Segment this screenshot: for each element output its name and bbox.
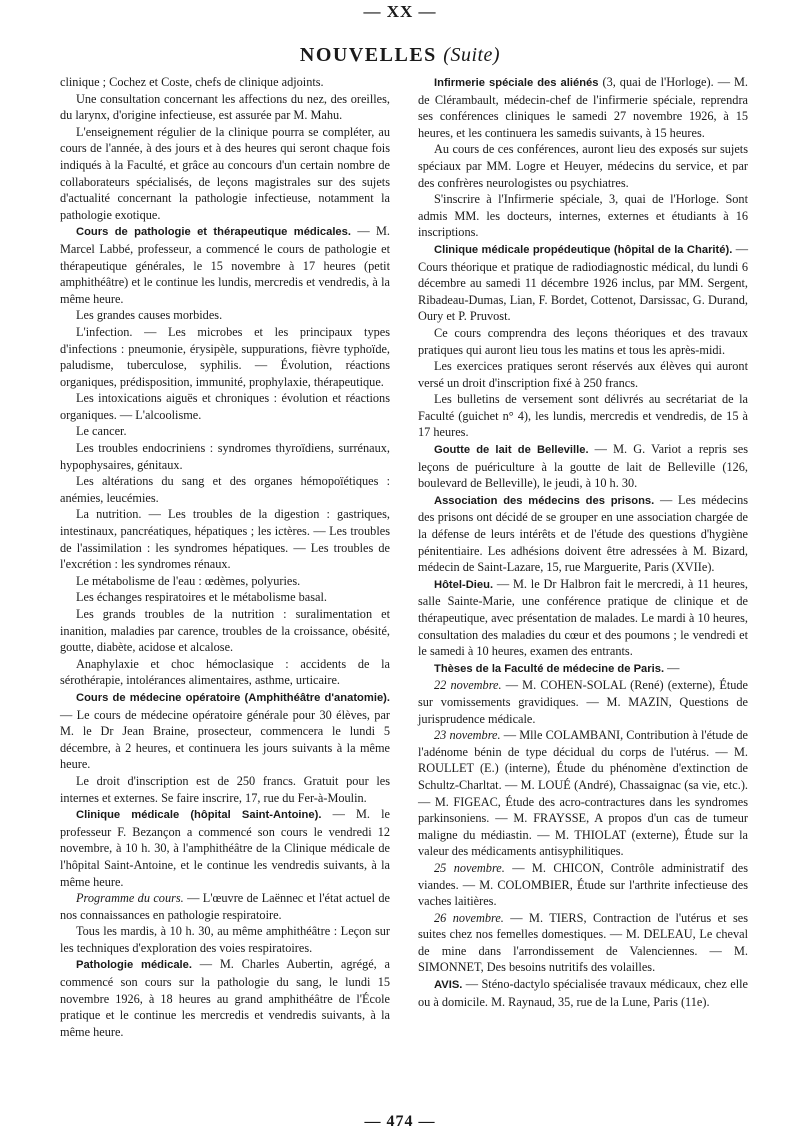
paragraph [60,923,390,956]
paragraph [60,956,390,1040]
paragraph-text: Anaphylaxie et choc hémoclasique : accidents de la sérothérapie, intolérances alimentaires, asthme, urticaire. [60,656,390,688]
paragraph [418,492,748,576]
paragraph [418,976,748,1010]
section-heading: Cours de pathologie et thérapeutique médicales. [76,226,351,239]
paragraph-text: Au cours de ces conférences, auront lieu des exposés sur sujets spéciaux par MM. Logre et Heuyer, médecins du service, et par des confrères neurologistes ou psychiatres. [418,142,748,190]
date-label: 22 novembre. [434,678,502,693]
paragraph-text: — Les médecins des prisons ont décidé de se grouper en une association chargée de la défense de leurs intérêts et de l'étude des questions d'hygiène pénitentiaire. Les adhésions doivent être adressées à M. Bizard, médecin de Saint-Lazare, 15, rue Marguerite, Paris (XVIIe). [418,492,748,575]
paragraph-text: L'enseignement régulier de la clinique pourra se compléter, au cours de l'année, à des jours et à des heures qui seront chaque fois indiqués à la Faculté, et grâce au concours d'un certain nombre de collaborateurs spécialisés, de leçons magistrales sur des sujets d'actualité concernant la pathologie infectieuse, notamment la pathologie exotique. [60,124,390,222]
paragraph-text: Les troubles endocriniens : syndromes thyroïdiens, surrénaux, hypophysaires, génitaux. [60,441,390,472]
paragraph-text: L'infection. — Les microbes et les principaux types d'infections : pneumonie, érysipèle, suppurations, fièvre typhoïde, paludisme, tuberculose, syphilis. — Évolution, réactions organiques, prédisposition, immunité, prophylaxie, thérapeutique. [60,324,390,389]
section-heading: Thèses de la Faculté de médecine de Paris. [434,662,665,675]
paragraph [418,391,748,441]
paragraph-text: — [664,660,680,675]
paragraph [418,727,748,860]
section-heading: AVIS. [434,979,463,992]
section-heading: Hôtel-Dieu. [434,578,494,591]
paragraph-text: Les grands troubles de la nutrition : suralimentation et inanition, maladies par carence, troubles de la croissance, obésité, goutte, diabète, acidose et alcalose. [60,607,390,655]
paragraph-text: — M. G. Variot a repris ses leçons de puériculture à la goutte de lait de Belleville (126, boulevard de Belleville), le jeudi, à 10 h. 30. [418,442,748,491]
paragraph-text: Le métabolisme de l'eau : œdèmes, polyuries. [76,573,301,588]
paragraph [418,74,748,141]
paragraph [418,191,748,241]
date-label: Programme du cours. [76,891,184,906]
paragraph-text: (3, quai de l'Horloge). — M. de Clérambault, médecin-chef de l'infirmerie spéciale, reprendra ses conférences cliniques le samedi 27 novembre 1926, à 15 heures, et les continuera les samedis suivants, à 15 heures. [418,75,748,140]
paragraph-text: Tous les mardis, à 10 h. 30, au même amphithéâtre : Leçon sur les techniques d'exploration des voies respiratoires. [60,924,390,955]
paragraph-text: Le droit d'inscription est de 250 francs. Gratuit pour les internes et externes. Se faire inscrire, 17, rue du Fer-à-Moulin. [60,773,390,805]
paragraph [60,689,390,773]
section-heading: Cours de médecine opératoire (Amphithéâtre d'anatomie). [76,691,390,704]
paragraph-text: S'inscrire à l'Infirmerie spéciale, 3, quai de l'Horloge. Sont admis MM. les docteurs, internes, externes et étudiants à 16 inscriptions. [418,192,748,240]
paragraph [418,677,748,727]
paragraph [60,473,390,506]
paragraph-text: Le cancer. [76,424,127,439]
paragraph-text: — M. Marcel Labbé, professeur, a commencé le cours de pathologie et thérapeutique générales, le 15 novembre à 17 heures (petit amphithéâtre) et le continue les lundis, mercredis et vendredis, à la même heure. [60,224,390,306]
date-label: 26 novembre. [434,910,504,925]
paragraph [418,325,748,358]
paragraph [418,241,748,325]
paragraph-text: Les intoxications aiguës et chroniques : évolution et réactions organiques. — L'alcoolisme. [60,391,390,422]
section-heading: Goutte de lait de Belleville. [434,444,589,457]
paragraph-text: — Cours théorique et pratique de radiodiagnostic médical, du lundi 6 décembre au samedi 11 décembre 1926 inclus, par MM. Sergent, Ribadeau-Dumas, Lian, F. Bordet, Cottenot, Darsissac, G. Durand, Oury et P. Pruvost. [418,241,749,324]
paragraph [60,440,390,473]
paragraph-text: — M. le professeur F. Bezançon a commencé son cours le vendredi 12 novembre, à 10 h. 30, à l'amphithéâtre de la Clinique médicale de l'hôpital Saint-Antoine, et le continue les vendredis suivants, à la même heure. [60,807,390,889]
section-heading: Pathologie médicale. [76,959,192,972]
paragraph [60,890,390,923]
paragraph-text: clinique ; Cochez et Coste, chefs de clinique adjoints. [60,75,324,89]
paragraph-text: Une consultation concernant les affections du nez, des oreilles, du larynx, d'origine infectieuse, est assurée par M. Mahu. [60,91,390,123]
paragraph-text: Les grandes causes morbides. [76,308,223,323]
paragraph [60,91,390,124]
paragraph [60,423,390,440]
section-heading: Infirmerie spéciale des aliénés [434,77,599,89]
paragraph-text: Les bulletins de versement sont délivrés au secrétariat de la Faculté (guichet n° 4), les lundis, mercredis et vendredis, de 15 à 17 heures. [418,392,748,440]
paragraph [60,390,390,423]
section-heading: Clinique médicale (hôpital Saint-Antoine). [76,809,322,822]
paragraph [60,307,390,324]
paragraph-text: — L'œuvre de Laënnec et l'état actuel de nos connaissances en pathologie respiratoire. [60,891,390,922]
paragraph-text: — M. Charles Aubertin, agrégé, a commencé son cours sur la pathologie du sang, le lundi 15 novembre 1926, à 18 heures au grand amphithéâtre de l'École pratique et le continue les mercredis et vendredis suivants, à la même heure. [60,957,390,1039]
title-main: NOUVELLES [299,44,437,66]
paragraph-text: Les exercices pratiques seront réservés aux élèves qui auront versé un droit d'inscription fixé à 250 francs. [418,359,748,390]
paragraph [60,773,390,806]
paragraph [60,589,390,606]
paragraph [418,660,748,678]
paragraph [60,74,390,91]
paragraph [418,358,748,391]
title-suffix: (Suite) [443,44,501,66]
paragraph [418,860,748,910]
date-label: 23 novembre. [434,728,501,743]
paragraph [60,656,390,689]
paragraph [60,806,390,890]
paragraph-text: Ce cours comprendra des leçons théoriques et des travaux pratiques qui auront lieu tous les matins et tous les après-midi. [418,325,748,357]
paragraph [60,606,390,656]
paragraph-text: — Mlle COLAMBANI, Contribution à l'étude de l'adénome bénin de type décidual du corps de l'utérus. — M. ROULLET (E.) (interne), Étude du phénomène d'extinction de Schultz-Charltat. — M. LOUÉ (André), Chassaignac (sa vie, etc.). — M. FIGEAC, Étude des acro-contractures dans les syndromes parkinsoniens. — M. FRAYSSE, A propos d'un cas de tumeur maligne du médiastin. — M. THIOLAT (externe), Étude sur la valeur des médicaments antisyphilitiques. [418,728,748,859]
paragraph [418,910,748,976]
paragraph [60,124,390,224]
paragraph [60,506,390,572]
section-heading: Association des médecins des prisons. [434,494,655,507]
section-heading: Clinique médicale propédeutique (hôpital de la Charité). [434,243,733,256]
right-column [418,74,748,1010]
paragraph [60,324,390,390]
paragraph-text: — M. CHICON, Contrôle administratif des viandes. — M. COLOMBIER, Étude sur l'arthrite infectieuse des vaches laitières. [418,860,748,909]
paragraph-text: Les altérations du sang et des organes hémopoïétiques : anémies, leucémies. [60,474,390,505]
page-number-roman: — XX — [363,2,437,21]
paragraph-text: — M. TIERS, Contraction de l'utérus et ses suites chez nos femelles domestiques. — M. DELEAU, Le cheval de mine dans l'arrondissement de Valenciennes. — M. SIMONNET, Des besoins nutritifs des volailles. [418,910,748,975]
paragraph-text: — Sténo-dactylo spécialisée travaux médicaux, chez elle ou à domicile. M. Raynaud, 35, rue de la Lune, Paris (11e). [418,977,748,1009]
paragraph [418,576,748,660]
paragraph [418,141,748,191]
paragraph-text: — Le cours de médecine opératoire générale pour 30 élèves, par M. le Dr Jean Braine, prosecteur, commencera le lundi 5 décembre, à 2 heures, et continuera les jours suivants à la même heure. [60,707,390,772]
paragraph-text: — M. COHEN-SOLAL (René) (externe), Étude sur vomissements gravidiques. — M. MAZIN, Questions de jurisprudence médicale. [418,678,748,726]
page-number: — 474 — [364,1113,436,1130]
paragraph [418,441,748,492]
paragraph-text: Les échanges respiratoires et le métabolisme basal. [76,590,327,605]
paragraph-text: — M. le Dr Halbron fait le mercredi, à 11 heures, salle Sainte-Marie, une conférence pratique de clinique et de thérapeutique, avec présentation de malades. Le mardi à 10 heures, consultation des maladies du cœur et des poumons ; le vendredi et le samedi à 10 heures, examen des entrants. [418,576,748,659]
paragraph [60,223,390,307]
paragraph [60,573,390,590]
left-column [60,74,390,1040]
paragraph-text: La nutrition. — Les troubles de la digestion : gastriques, intestinaux, pancréatiques, hépatiques ; les ictères. — Les troubles de l'assimilation : les syndromes hépatiques. — Les troubles de l'excrétion : les syndromes rénaux. [60,507,390,572]
date-label: 25 novembre. [434,860,505,875]
page-title [0,44,800,67]
